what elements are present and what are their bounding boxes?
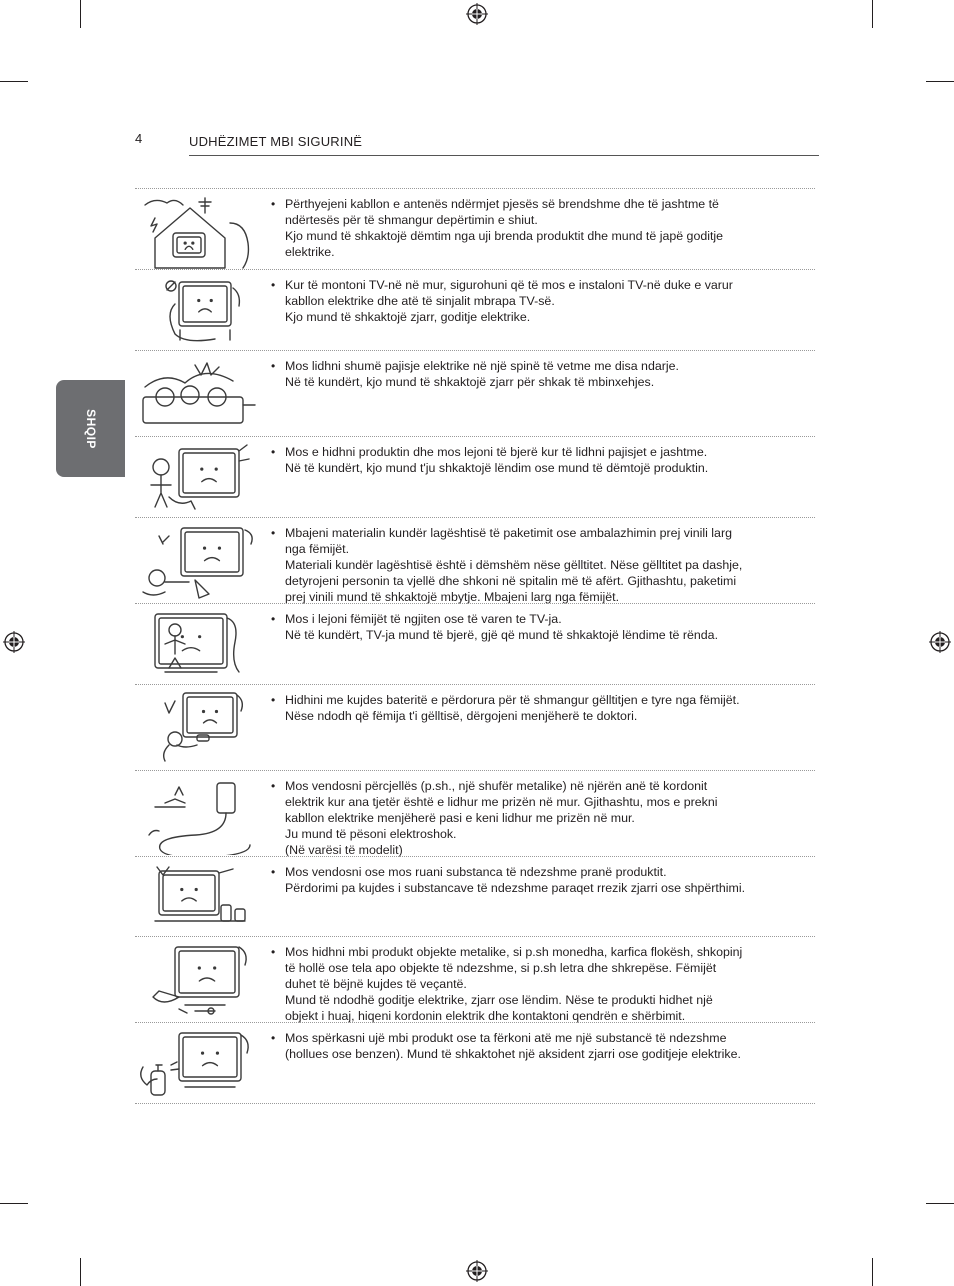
- wall-mount-cable-icon: [135, 274, 263, 354]
- bullet-icon: •: [271, 693, 276, 707]
- safety-text: [271, 693, 785, 725]
- safety-text-line: Materiali kundër lagështisë është i dëmshëm nëse gëlltitet. Nëse gëlltitet pa dashje,: [285, 557, 743, 572]
- registration-mark-icon: [3, 631, 25, 653]
- bullet-icon: •: [271, 865, 276, 879]
- safety-text-line: duhet të bëjnë kujdes të veçantë.: [285, 976, 467, 991]
- overloaded-outlet-icon: [135, 355, 263, 435]
- safety-item: [135, 188, 815, 270]
- crop-mark: [926, 81, 954, 82]
- safety-text: [271, 278, 785, 326]
- safety-text-line: elektrik kur ana tjetër është e lidhur me prizën në mur. Gjithashtu, mos e prekni: [285, 794, 718, 809]
- safety-text-line: Përthyejeni kabllon e antenës ndërmjet pjesës së brendshme dhe të jashtme të: [285, 197, 719, 211]
- header-divider: [189, 155, 819, 156]
- safety-text-line: prej vinili mund të shkaktojë mbytje. Mbajeni larg nga fëmijët.: [285, 589, 620, 604]
- bullet-icon: •: [271, 612, 276, 626]
- safety-text-line: Mos hidhni mbi produkt objekte metalike, si p.sh monedha, karfica flokësh, shkopinj: [285, 945, 743, 959]
- bullet-icon: •: [271, 945, 276, 959]
- crop-mark: [0, 1203, 28, 1204]
- spray-water-icon: [135, 1027, 263, 1107]
- metal-objects-icon: [135, 941, 263, 1021]
- child-plastic-bag-icon: [135, 522, 263, 602]
- page-number: 4: [135, 131, 143, 146]
- safety-text-line: Përdorimi pa kujdes i substancave të ndezshme paraqet rrezik zjarri ose shpërthimi.: [285, 880, 746, 895]
- safety-text-line: ndërtesës për të shmangur depërtimin e shiut.: [285, 212, 538, 227]
- safety-item: [135, 350, 815, 437]
- safety-text-line: Mbajeni materialin kundër lagështisë të paketimit ose ambalazhimin prej vinili larg: [285, 526, 732, 540]
- safety-item: [135, 1022, 815, 1104]
- bullet-icon: •: [271, 526, 276, 540]
- safety-text-line: detyrojeni personin ta vjellë dhe shkoni në spitalin më të afërt. Gjithashtu, paketimi: [285, 573, 737, 588]
- page-title: UDHËZIMET MBI SIGURINË: [189, 134, 363, 149]
- child-battery-icon: [135, 689, 263, 769]
- bullet-icon: •: [271, 779, 276, 793]
- bullet-icon: •: [271, 197, 276, 211]
- safety-text: [271, 779, 785, 859]
- safety-item: [135, 603, 815, 685]
- safety-text-line: Kur të montoni TV-në në mur, sigurohuni që të mos e instaloni TV-në duke e varur: [285, 278, 733, 292]
- antenna-house-tv-icon: [135, 193, 263, 273]
- safety-text-line: Hidhini me kujdes bateritë e përdorura për të shmangur gëlltitjen e tyre nga fëmijët.: [285, 693, 740, 707]
- crop-mark: [0, 81, 28, 82]
- falling-tv-cable-icon: [135, 441, 263, 521]
- safety-text-line: nga fëmijët.: [285, 541, 350, 556]
- safety-text-line: Në të kundërt, kjo mund t'ju shkaktojë lëndim ose mund të dëmtojë produktin.: [285, 460, 709, 475]
- safety-text: [271, 197, 785, 261]
- language-tab: [56, 380, 125, 477]
- crop-mark: [80, 1258, 81, 1286]
- safety-text-line: Mos vendosni ose mos ruani substanca të ndezshme pranë produktit.: [285, 865, 667, 879]
- bullet-icon: •: [271, 278, 276, 292]
- crop-mark: [926, 1203, 954, 1204]
- safety-text: [271, 1031, 785, 1063]
- safety-text-line: elektrike.: [285, 244, 335, 259]
- language-tab-label: SHQIP: [83, 408, 98, 449]
- safety-text: [271, 612, 785, 644]
- bullet-icon: •: [271, 1031, 276, 1045]
- safety-text-line: Ju mund të pësoni elektroshok.: [285, 826, 457, 841]
- safety-item: [135, 517, 815, 604]
- safety-text-line: Mos e hidhni produktin dhe mos lejoni të bjerë kur të lidhni pajisjet e jashtme.: [285, 445, 708, 459]
- safety-text: [271, 445, 785, 477]
- safety-text-line: (hollues ose benzen). Mund të shkaktohet një aksident zjarri ose goditjeje elektrike.: [285, 1046, 741, 1061]
- crop-mark: [872, 1258, 873, 1286]
- safety-item: [135, 936, 815, 1023]
- safety-text: [271, 865, 785, 897]
- safety-item: [135, 856, 815, 937]
- safety-text-line: Mos vendosni përcjellës (p.sh., një shufër metalike) në njërën anë të kordonit: [285, 779, 708, 793]
- safety-text-line: të hollë ose tela apo objekte të ndezshme, si p.sh letra dhe shkrepëse. Fëmijët: [285, 960, 717, 975]
- crop-mark: [872, 0, 873, 28]
- safety-text-line: Kjo mund të shkaktojë zjarr, goditje elektrike.: [285, 309, 531, 324]
- safety-text-line: Kjo mund të shkaktojë dëmtim nga uji brenda produktit dhe mund të japë goditje: [285, 228, 724, 243]
- bullet-icon: •: [271, 445, 276, 459]
- child-climbing-tv-icon: [135, 608, 263, 688]
- safety-text: [271, 526, 785, 606]
- bullet-icon: •: [271, 359, 276, 373]
- safety-item: [135, 436, 815, 518]
- safety-text-line: objekt i huaj, hiqeni kordonin elektrik dhe kontaktoni qendrën e shërbimit.: [285, 1008, 686, 1023]
- safety-text-line: Në të kundërt, kjo mund të shkaktojë zjarr për shkak të mbinxehjes.: [285, 374, 655, 389]
- registration-mark-icon: [466, 3, 488, 25]
- safety-text-line: Nëse ndodh që fëmija t'i gëlltisë, dërgojeni menjëherë te doktori.: [285, 708, 638, 723]
- plug-conductor-icon: [135, 775, 263, 855]
- crop-mark: [80, 0, 81, 28]
- registration-mark-icon: [466, 1260, 488, 1282]
- safety-text-line: kabllon elektrike menjëherë pasi e keni lidhur me prizën në mur.: [285, 810, 635, 825]
- safety-item: [135, 269, 815, 351]
- flammable-substance-icon: [135, 861, 263, 941]
- safety-text: [271, 945, 785, 1025]
- safety-text-line: Mos lidhni shumë pajisje elektrike në një spinë të vetme me disa ndarje.: [285, 359, 679, 373]
- safety-text: [271, 359, 785, 391]
- safety-text-line: kabllon elektrike dhe atë të sinjalit mbrapa TV-së.: [285, 293, 555, 308]
- safety-text-line: (Në varësi të modelit): [285, 842, 403, 857]
- safety-text-line: Mund të ndodhë goditje elektrike, zjarr ose lëndim. Nëse te produkti hidhet një: [285, 992, 713, 1007]
- safety-text-line: Në të kundërt, TV-ja mund të bjerë, gjë që mund të shkaktojë lëndime të rënda.: [285, 627, 719, 642]
- registration-mark-icon: [929, 631, 951, 653]
- safety-text-line: Mos i lejoni fëmijët të ngjiten ose të varen te TV-ja.: [285, 612, 562, 626]
- safety-text-line: Mos spërkasni ujë mbi produkt ose ta fërkoni atë me një substancë të ndezshme: [285, 1031, 727, 1045]
- safety-item: [135, 770, 815, 857]
- safety-item: [135, 684, 815, 771]
